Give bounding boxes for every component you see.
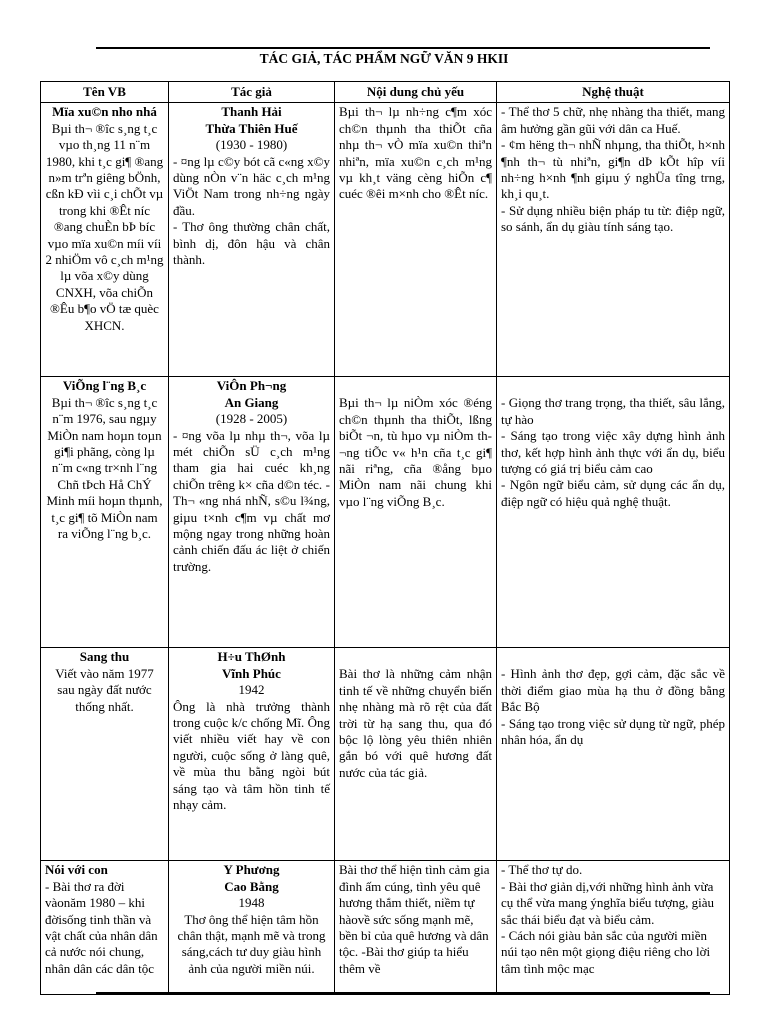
author-cell: [169, 103, 335, 377]
table-row: [41, 377, 730, 648]
content-cell: Bµi th¬ lµ niÒm xóc ®éng ch©n thµnh tha thiÕt, lßng biÕt ¬n, tù hµo vµ niÒm th¬ng tiÕc v« h¹n cña t¸c gi¶ nãi riªng, cña ®ång bµo MiÒn nam nãi chung khi vµo l¨ng viÕng B¸c.: [335, 377, 497, 648]
author-description: Ông là nhà trưởng thành trong cuộc k/c chống Mĩ. Ông viết nhiều viết hay về con người, cuộc sống ở làng quê, về mùa thu bằng ngòi bút sáng tạo và tâm hồn tinh tế nhạy cảm.: [173, 698, 330, 813]
header-work-title: Tên VB: [41, 82, 169, 103]
art-cell: - Giọng thơ trang trọng, tha thiết, sâu lắng, tự hào - Sáng tạo trong việc xây dựng hình ảnh thơ, kết hợp hình ảnh thực với ẩn dụ, biểu tượng có giá trị biểu cảm cao - Ngôn ngữ biểu cảm, sử dụng các ẩn dụ, điệp ngữ có hiệu quả nghệ thuật.: [497, 377, 730, 648]
author-years: (1930 - 1980): [215, 137, 288, 153]
author-name: Thanh Hải: [221, 104, 282, 120]
author-years: 1942: [238, 682, 265, 698]
document-title: TÁC GIẢ, TÁC PHẨM NGỮ VĂN 9 HKII: [259, 51, 509, 66]
table-row: [41, 648, 730, 861]
work-cell: [41, 648, 169, 861]
authors-works-table: [40, 81, 730, 995]
author-place: Cao Bằng: [224, 878, 279, 894]
work-title: ViÕng l¨ng B¸c: [62, 378, 147, 394]
author-name: Y Phương: [223, 862, 280, 878]
author-description: - ¤ng lµ c©y bót cã c«ng x©y dùng nÒn v¨n häc c¸ch m¹ng ViÖt Nam trong nh÷ng ngày đầu. - Thơ ông thường chân chất, bình dị, đôn hậu và chân thành.: [173, 153, 330, 268]
bottom-rule: [96, 992, 710, 994]
content-cell: Bµi th¬ lµ nh÷ng c¶m xóc ch©n thµnh tha thiÕt cña nhµ th¬ vÒ mïa xu©n thiªn nhiªn, mïa xu©n c¸ch m¹ng vµ kh¸t väng cèng hiÕn c¶ cuéc ®êi m×nh cho ®Êt níc.: [335, 103, 497, 377]
content-cell: Bài thơ là những cảm nhận tinh tế về những chuyển biến nhẹ nhàng mà rõ rệt của đất trời từ hạ sang thu, qua đó bộc lộ lòng yêu thiên nhiên gắn bó với quê hương đất nước của tác giả.: [335, 648, 497, 861]
work-title: Nói với con: [45, 862, 108, 878]
table-header-row: [41, 82, 730, 103]
art-cell: - Hình ảnh thơ đẹp, gợi cảm, đặc sắc về thời điểm giao mùa hạ thu ở đồng bằng Bắc Bộ - Sáng tạo trong việc sử dụng từ ngữ, phép nhân hóa, ẩn dụ: [497, 648, 730, 861]
author-name: H÷u ThØnh: [217, 649, 286, 665]
art-cell: - Thể thơ 5 chữ, nhẹ nhàng tha thiết, mang âm hưởng gần gũi với dân ca Huế. - ¢m hëng th¬ nhÑ nhµng, tha thiÕt, h×nh ¶nh th¬ tù nhiªn, gi¶n dÞ kÕt hîp víi nh÷ng h×nh ¶nh giµu ý nghÜa tîng trng, kh¸i qu¸t. - Sử dụng nhiều biện pháp tu từ: điệp ngữ, so sánh, ẩn dụ giàu tính sáng tạo.: [497, 103, 730, 377]
work-description: Viết vào năm 1977 sau ngày đất nước thống nhất.: [55, 665, 154, 714]
author-name: ViÔn Ph¬ng: [216, 378, 287, 394]
author-place: Thừa Thiên Huế: [205, 120, 298, 136]
author-years: 1948: [238, 895, 265, 911]
author-description: Thơ ông thể hiện tâm hồn chân thật, mạnh mẽ và trong sáng,cách tư duy giàu hình ảnh của người miền núi.: [177, 911, 326, 976]
header-author: Tác giả: [169, 82, 335, 103]
work-cell: [41, 103, 169, 377]
author-years: (1928 - 2005): [215, 411, 288, 427]
art-cell: - Thể thơ tự do. - Bài thơ giản dị,với những hình ảnh vừa cụ thể vừa mang ýnghĩa biểu tượng, giàu sắc thái biểu đạt và biểu cảm. - Cách nói giàu bản sắc của người miền núi tạo nên một giọng điệu riêng cho lời tâm tình mộc mạc: [497, 861, 730, 995]
header-art: Nghệ thuật: [497, 82, 730, 103]
work-description: Bµi th¬ ®îc s¸ng t¸c n¨m 1976, sau ngµy MiÒn nam hoµn toµn gi¶i phãng, còng lµ n¨m c«ng tr×nh l¨ng Chñ tÞch Hå ChÝ Minh míi hoµn thµnh, t¸c gi¶ tõ MiÒn nam ra viÕng l¨ng b¸c.: [46, 394, 163, 542]
author-place: Vĩnh Phúc: [222, 665, 281, 681]
table-row: [41, 861, 730, 995]
work-cell: [41, 861, 169, 995]
author-cell: [169, 861, 335, 995]
top-rule: [96, 47, 710, 49]
author-cell: [169, 648, 335, 861]
work-title: Mïa xu©n nho nhá: [52, 104, 157, 120]
work-cell: [41, 377, 169, 648]
header-main-content: Nội dung chủ yếu: [335, 82, 497, 103]
content-cell: Bài thơ thể hiện tình cảm gia đình ấm cúng, tình yêu quê hương thắm thiết, niềm tự hàovề sức sống mạnh mẽ, bền bỉ của quê hương và dân tộc. -Bài thơ giúp ta hiểu thêm về: [335, 861, 497, 995]
author-description: - ¤ng võa lµ nhµ th¬, võa lµ mét chiÕn sÜ c¸ch m¹ng tham gia hai cuéc kh¸ng chiÕn trêng k× cña d©n téc. - Th¬ «ng nhá nhÑ, s©u l¾ng, giµu t×nh c¶m vµ chất mơ mộng ngay trong những hoàn cảnh chiến đấu ác liệt ở chiến trường.: [173, 427, 330, 574]
author-cell: [169, 377, 335, 648]
work-description: - Bài thơ ra đời vàonăm 1980 – khi đờisống tinh thần và vật chất của nhân dân cả nước nói chung, nhân dân các dân tộc: [45, 878, 158, 976]
work-description: Bµi th¬ ®îc s¸ng t¸c vµo th¸ng 11 n¨m 1980, khi t¸c gi¶ ®ang n»m trªn giêng bÖnh, cßn kÐ vìi c¸i chÕt vµ trong khi ®Êt níc ®ang chuÈn bÞ bíc vµo mïa xu©n míi víi 2 nhiÖm vô c¸ch m¹ng lµ võa x©y dùng CNXH, võa chiÕn ®Êu b¶o vÖ tæ quèc XHCN.: [45, 120, 164, 333]
work-title: Sang thu: [79, 649, 130, 665]
author-place: An Giang: [224, 394, 279, 410]
table-row: [41, 103, 730, 377]
